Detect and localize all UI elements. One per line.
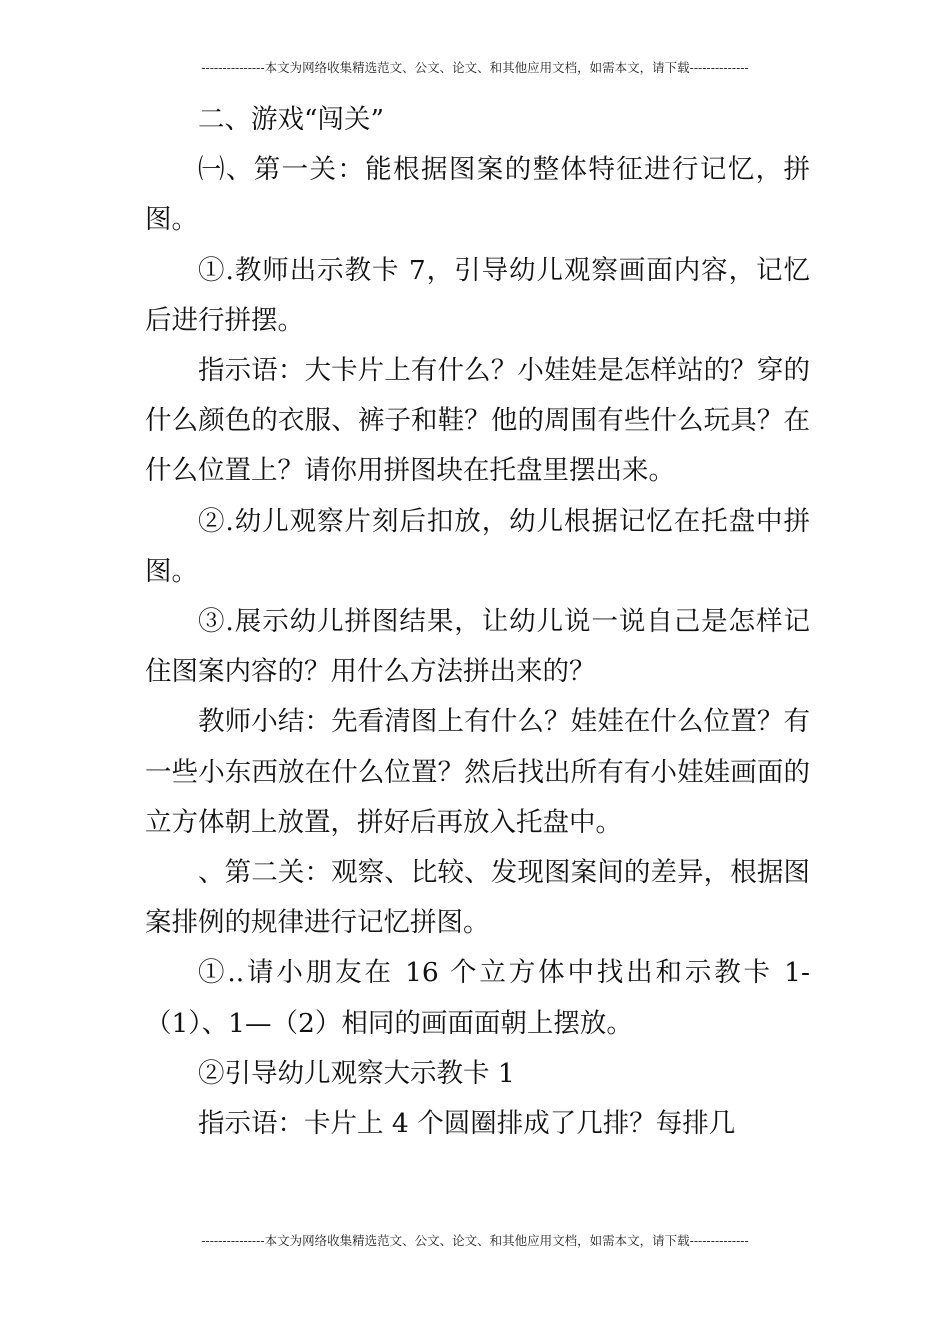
header-banner: ---------------本文为网络收集精选范文、公文、论文、和其他应用文档，如需本文，请下载-------------- bbox=[201, 60, 749, 75]
paragraph-instruction-1: 指示语：大卡片上有什么？小娃娃是怎样站的？穿的什么颜色的衣服、裤子和鞋？他的周围有些什么玩具？在什么位置上？请你用拼图块在托盘里摆出来。 bbox=[145, 355, 810, 487]
paragraph-level-2-step-1: ①..请小朋友在 16 个立方体中找出和示教卡 1-（1）、1—（2）相同的画面面朝上摆放。 bbox=[145, 957, 810, 1039]
paragraph-teacher-summary: 教师小结：先看清图上有什么？娃娃在什么位置？有一些小东西放在什么位置？然后找出所有有小娃娃画面的立方体朝上放置，拼好后再放入托盘中。 bbox=[145, 706, 810, 838]
paragraph-level-2: 、第二关：观察、比较、发现图案间的差异，根据图案排例的规律进行记忆拼图。 bbox=[145, 857, 810, 939]
paragraph-step-2: ②.幼儿观察片刻后扣放，幼儿根据记忆在托盘中拼图。 bbox=[145, 505, 810, 587]
paragraph-instruction-2: 指示语：卡片上 4 个圆圈排成了几排？每排几 bbox=[198, 1108, 736, 1140]
footer-banner: ---------------本文为网络收集精选范文、公文、论文、和其他应用文档，如需本文，请下载-------------- bbox=[201, 1233, 749, 1248]
document-body bbox=[145, 95, 810, 1149]
paragraph-level-2-step-2: ②引导幼儿观察大示教卡 1 bbox=[198, 1057, 515, 1089]
section-heading-game: 二、游戏“闯关” bbox=[198, 104, 385, 135]
paragraph-step-3: ③.展示幼儿拼图结果，让幼儿说一说自己是怎样记住图案内容的？用什么方法拼出来的？ bbox=[145, 606, 810, 688]
paragraph-step-1: ①.教师出示教卡 7，引导幼儿观察画面内容，记忆后进行拼摆。 bbox=[145, 254, 810, 336]
paragraph-level-1: ㈠、第一关：能根据图案的整体特征进行记忆，拼图。 bbox=[145, 154, 810, 236]
